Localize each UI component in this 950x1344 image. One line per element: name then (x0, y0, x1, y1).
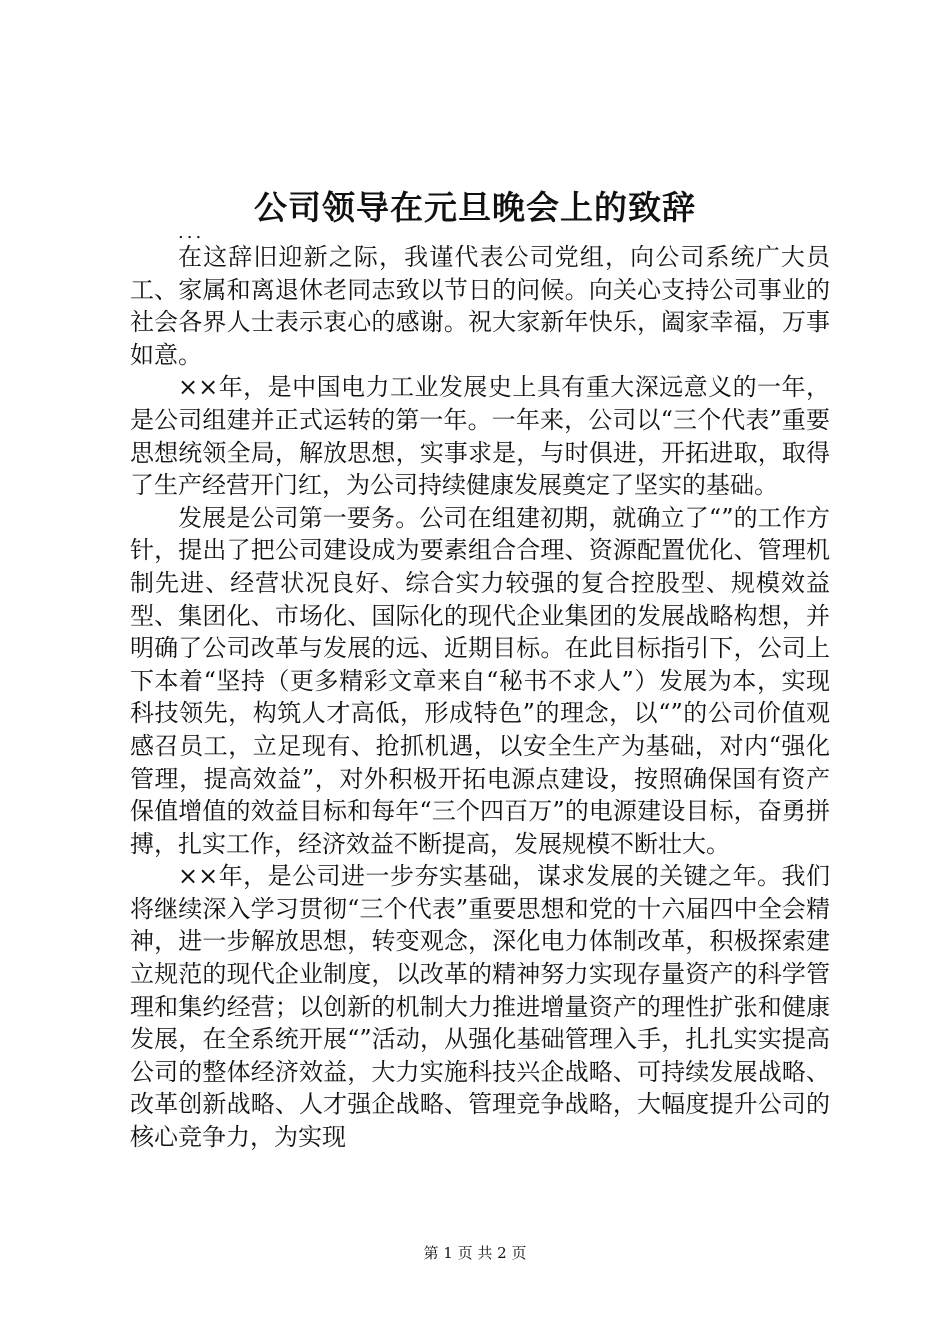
document-title: 公司领导在元旦晚会上的致辞 (254, 188, 696, 227)
paragraph-4: ××年，是公司进一步夯实基础，谋求发展的关键之年。我们将继续深入学习贯彻“三个代表”重要思想和党的十六届四中全会精神，进一步解放思想，转变观念，深化电力体制改革，积极探索建立规范的现代企业制度，以改革的精神努力实现存量资产的科学管理和集约经营；以创新的机制大力推进增量资产的理性扩张和健康发展，在全系统开展“”活动，从强化基础管理入手，扎扎实实提高公司的整体经济效益，大力实施科技兴企战略、可持续发展战略、改革创新战略、人才强企战略、管理竞争战略，大幅度提升公司的核心竞争力，为实现 (130, 862, 830, 1152)
document-body (130, 241, 830, 1154)
paragraph-2: ××年，是中国电力工业发展史上具有重大深远意义的一年，是公司组建并正式运转的第一年。一年来，公司以“三个代表”重要思想统领全局，解放思想，实事求是，与时俱进，开拓进取，取得了生产经营开门红，为公司持续健康发展奠定了坚实的基础。 (130, 373, 830, 500)
ellipsis-marker: ... (178, 222, 205, 243)
page-number-footer: 第 1 页 共 2 页 (423, 1244, 527, 1262)
paragraph-3: 发展是公司第一要务。公司在组建初期，就确立了“”的工作方针，提出了把公司建设成为要素组合合理、资源配置优化、管理机制先进、经营状况良好、综合实力较强的复合控股型、规模效益型、集团化、市场化、国际化的现代企业集团的发展战略构想，并明确了公司改革与发展的远、近期目标。在此目标指引下，公司上下本着“坚持（更多精彩文章来自“秘书不求人”）发展为本，实现科技领先，构筑人才高低，形成特色”的理念，以“”的公司价值观感召员工，立足现有、抢抓机遇，以安全生产为基础，对内“强化管理，提高效益”，对外积极开拓电源点建设，按照确保国有资产保值增值的效益目标和每年“三个四百万”的电源建设目标，奋勇拼搏，扎实工作，经济效益不断提高，发展规模不断壮大。 (130, 503, 830, 858)
paragraph-1: 在这辞旧迎新之际，我谨代表公司党组，向公司系统广大员工、家属和离退休老同志致以节日的问候。向关心支持公司事业的社会各界人士表示衷心的感谢。祝大家新年快乐，阖家幸福，万事如意。 (130, 243, 830, 369)
